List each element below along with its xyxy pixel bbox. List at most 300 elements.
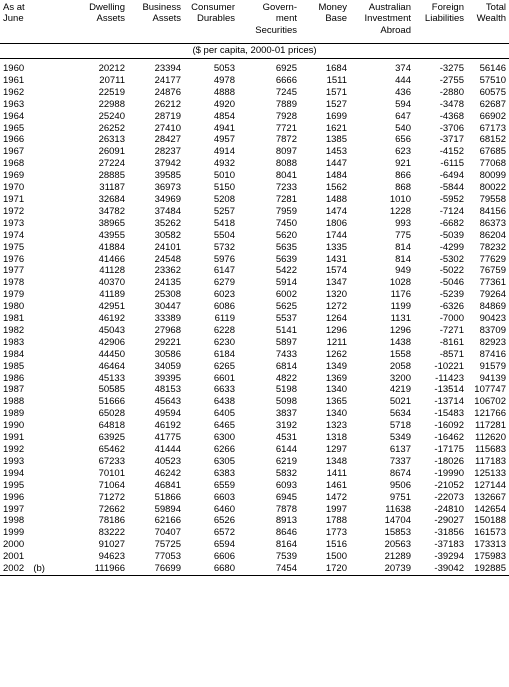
dwelling-assets-cell: 94623 [98,551,125,563]
foreign-liabilities-cell: -5022 [439,265,464,277]
year-value: 1961 [3,74,25,86]
government-securities-cell: 5635 [275,241,297,253]
government-securities-cell: 4822 [275,372,297,384]
dwelling-assets-cell: 46464 [98,360,125,372]
business-assets-cell: 30586 [154,348,181,360]
money-base-cell: 1264 [325,313,347,325]
government-securities-cell: 5914 [275,277,297,289]
table-row [0,468,509,480]
consumer-durables-cell: 6601 [213,372,235,384]
year-value: 1969 [3,170,25,182]
year-cell [0,123,68,135]
header-business-assets [128,0,184,44]
foreign-liabilities-cell: -2755 [439,74,464,86]
investment-abroad-cell: 1199 [390,301,411,313]
dwelling-assets-cell: 32684 [98,193,125,205]
total-wealth-cell: 115683 [475,444,506,455]
year-value: 1973 [3,217,25,229]
units-row [0,44,509,59]
business-assets-cell: 49594 [154,408,181,420]
business-assets-cell: 24177 [154,74,181,86]
money-base-cell: 1211 [326,336,347,348]
year-cell [0,492,68,504]
investment-abroad-cell: 921 [395,158,411,170]
header-money-base [300,0,350,44]
money-base-cell: 1744 [325,229,347,241]
money-base-cell: 1272 [325,301,347,313]
year-cell [0,111,68,123]
investment-abroad-cell: 540 [395,122,411,134]
money-base-cell: 1347 [325,277,347,289]
government-securities-cell: 6219 [275,455,297,467]
year-cell [0,325,68,337]
year-cell [0,432,68,444]
consumer-durables-cell: 6300 [213,432,235,444]
table-row [0,349,509,361]
government-securities-cell: 7889 [275,98,297,110]
dwelling-assets-cell: 65028 [98,408,125,420]
year-value: 1987 [3,384,25,396]
foreign-liabilities-cell: -22073 [434,491,464,503]
investment-abroad-cell: 7337 [389,455,411,467]
investment-abroad-cell: 5349 [389,432,411,444]
business-assets-cell: 41775 [154,432,181,444]
government-securities-cell: 3837 [275,408,297,420]
government-securities-cell: 7721 [275,122,297,134]
year-value: 1997 [3,503,25,515]
investment-abroad-cell: 374 [395,63,411,74]
government-securities-cell: 7245 [275,86,297,98]
consumer-durables-cell: 6086 [213,301,235,313]
year-value: 1966 [3,134,25,146]
investment-abroad-cell: 868 [395,182,411,194]
year-cell [0,349,68,361]
dwelling-assets-cell: 45133 [98,372,125,384]
business-assets-cell: 77053 [154,551,181,563]
year-value: 1971 [3,193,25,205]
business-assets-cell: 46841 [154,479,181,491]
government-securities-cell: 8097 [275,146,297,158]
year-cell [0,158,68,170]
units-label: ($ per capita, 2000-01 prices) [0,44,509,59]
consumer-durables-cell: 5208 [213,193,235,205]
table-row [0,218,509,230]
money-base-cell: 1574 [325,265,347,277]
consumer-durables-cell: 6383 [213,467,235,479]
investment-abroad-cell: 9506 [389,479,411,491]
header-line: Foreign [431,2,464,13]
foreign-liabilities-cell: -3478 [439,98,464,110]
year-value: 1999 [3,527,25,539]
money-base-cell: 1335 [325,241,347,253]
header-line: As at [3,2,25,13]
year-cell [0,242,68,254]
table-row [0,492,509,504]
business-assets-cell: 39395 [154,372,181,384]
government-securities-cell: 7959 [275,205,297,217]
investment-abroad-cell: 436 [395,86,411,98]
government-securities-cell: 8646 [275,527,297,539]
header-line: Investment [364,13,411,25]
header-line: Money [318,2,347,13]
year-value: 1972 [3,205,25,217]
year-value: 1989 [3,408,25,420]
foreign-liabilities-cell: -13514 [434,384,464,396]
consumer-durables-cell: 4932 [213,158,235,170]
money-base-cell: 1511 [326,74,347,86]
government-securities-cell: 8041 [275,170,297,182]
investment-abroad-cell: 866 [395,170,411,182]
government-securities-cell: 7454 [238,563,300,575]
foreign-liabilities-cell: -5952 [439,193,464,205]
dwelling-assets-cell: 22988 [98,98,125,110]
consumer-durables-cell: 6559 [213,479,235,491]
table-row [0,289,509,301]
foreign-liabilities-cell: -37183 [434,539,464,551]
table-row [0,182,509,194]
year-value: 1988 [3,396,25,408]
government-securities-cell: 5620 [275,229,297,241]
column-header-row [0,0,509,44]
table-row [0,75,509,87]
total-wealth-cell: 142654 [474,503,506,515]
business-assets-cell: 62166 [154,515,181,527]
money-base-cell: 1296 [325,324,347,336]
investment-abroad-cell: 9751 [389,491,411,503]
header-consumer-durables [184,0,238,44]
business-assets-cell: 29221 [154,336,181,348]
year-cell [0,515,68,527]
header-government-securities [238,0,300,44]
foreign-liabilities-cell: -6494 [439,170,464,182]
government-securities-cell: 7433 [275,348,297,360]
money-base-cell: 1773 [325,527,347,539]
year-cell [0,63,68,75]
total-wealth-cell: 57510 [479,74,506,86]
total-wealth-cell: 60575 [479,86,506,98]
government-securities-cell: 5832 [275,467,297,479]
foreign-liabilities-cell: -39294 [434,551,464,563]
header-foreign-liabilities [414,0,467,44]
money-base-cell: 1453 [325,146,347,158]
consumer-durables-cell: 5010 [213,170,235,182]
investment-abroad-cell: 5021 [389,396,411,408]
consumer-durables-cell: 6266 [213,444,235,455]
money-base-cell: 1323 [325,420,347,432]
government-securities-cell: 5141 [275,324,297,336]
business-assets-cell: 24101 [154,241,181,253]
year-cell [0,146,68,158]
year-value: 1979 [3,289,25,301]
header-line: Assets [152,13,181,25]
total-wealth-cell: 127144 [474,479,506,491]
business-assets-cell: 28719 [154,110,181,122]
business-assets-cell: 27410 [154,122,181,134]
money-base-cell: 1516 [325,539,347,551]
money-base-cell: 1997 [325,503,347,515]
consumer-durables-cell: 6460 [213,503,235,515]
total-wealth-cell: 78232 [479,241,506,253]
dwelling-assets-cell: 51666 [98,396,125,408]
investment-abroad-cell: 1028 [389,277,411,289]
total-wealth-cell: 80099 [479,170,506,182]
money-base-cell: 1488 [325,193,347,205]
money-base-cell: 1461 [325,479,347,491]
year-value: 1991 [3,432,25,444]
year-cell [0,230,68,242]
consumer-durables-cell: 6147 [213,265,235,277]
investment-abroad-cell: 2058 [389,360,411,372]
investment-abroad-cell: 814 [395,253,411,265]
business-assets-cell: 24135 [154,277,181,289]
table-row [0,194,509,206]
foreign-liabilities-cell: -5039 [439,229,464,241]
government-securities-cell: 7878 [275,503,297,515]
money-base-cell: 1484 [325,170,347,182]
table-row [0,87,509,99]
header-investment-abroad [350,0,414,44]
dwelling-assets-cell: 46192 [98,313,125,325]
investment-abroad-cell: 647 [395,110,411,122]
total-wealth-cell: 87416 [479,348,506,360]
total-wealth-cell: 150188 [474,515,506,527]
footnote-marker: (b) [33,563,45,575]
dwelling-assets-cell: 20711 [99,74,125,86]
investment-abroad-cell: 20739 [350,563,414,575]
year-value: 2002 [3,563,25,575]
investment-abroad-cell: 1176 [390,289,411,301]
dwelling-assets-cell: 25240 [98,110,125,122]
foreign-liabilities-cell: -5844 [439,182,464,194]
foreign-liabilities-cell: -8571 [439,348,464,360]
year-cell [0,134,68,146]
consumer-durables-cell: 4914 [213,146,235,158]
total-wealth-cell: 161573 [474,527,506,539]
investment-abroad-cell: 1010 [389,193,411,205]
money-base-cell: 1348 [325,455,347,467]
consumer-durables-cell: 6603 [213,491,235,503]
foreign-liabilities-cell: -39042 [414,563,467,575]
consumer-durables-cell: 6184 [213,348,235,360]
government-securities-cell: 6925 [275,63,297,74]
year-cell [0,480,68,492]
consumer-durables-cell: 5257 [213,205,235,217]
year-cell [0,206,68,218]
year-cell [0,456,68,468]
year-cell [0,182,68,194]
header-dwelling-assets [68,0,128,44]
table-row [0,313,509,325]
year-value: 2001 [3,551,25,563]
money-base-cell: 1684 [325,63,347,74]
total-wealth-cell: 86204 [479,229,506,241]
foreign-liabilities-cell: -8161 [439,336,464,348]
business-assets-cell: 41444 [154,444,181,455]
consumer-durables-cell: 6633 [213,384,235,396]
header-line: Dwelling [89,2,125,13]
money-base-cell: 1472 [325,491,347,503]
business-assets-cell: 24876 [154,86,181,98]
consumer-durables-cell: 4854 [213,110,235,122]
dwelling-assets-cell: 91027 [98,539,125,551]
investment-abroad-cell: 594 [395,98,411,110]
foreign-liabilities-cell: -31856 [434,527,464,539]
table-row [0,301,509,313]
dwelling-assets-cell: 40370 [98,277,125,289]
government-securities-cell: 3192 [275,420,297,432]
total-wealth-cell: 67173 [479,122,506,134]
year-cell [0,75,68,87]
foreign-liabilities-cell: -3717 [439,134,464,146]
business-assets-cell: 46242 [154,467,181,479]
year-cell [0,170,68,182]
money-base-cell: 1621 [325,122,347,134]
year-value: 1963 [3,98,25,110]
dwelling-assets-cell: 63925 [98,432,125,444]
table-row [0,384,509,396]
year-cell [0,408,68,420]
table-row [0,396,509,408]
foreign-liabilities-cell: -18026 [434,455,464,467]
header-line: Assets [96,13,125,25]
total-wealth-cell: 84156 [479,205,506,217]
foreign-liabilities-cell: -16462 [434,432,464,444]
year-cell [0,420,68,432]
business-assets-cell: 40523 [154,455,181,467]
dwelling-assets-cell: 41189 [99,289,125,301]
dwelling-assets-cell: 43955 [98,229,125,241]
business-assets-cell: 30582 [154,229,181,241]
foreign-liabilities-cell: -4299 [439,241,464,253]
consumer-durables-cell: 5053 [213,63,235,74]
year-value: 1968 [3,158,25,170]
dwelling-assets-cell: 71064 [98,479,125,491]
year-cell [0,313,68,325]
year-cell [0,218,68,230]
header-line: ment [275,13,297,25]
money-base-cell: 1699 [325,110,347,122]
dwelling-assets-cell: 111966 [68,563,128,575]
investment-abroad-cell: 623 [395,146,411,158]
table-row [0,99,509,111]
investment-abroad-cell: 4219 [389,384,411,396]
year-cell [0,396,68,408]
table-row [0,420,509,432]
investment-abroad-cell: 14704 [384,515,411,527]
money-base-cell: 1571 [325,86,347,98]
dwelling-assets-cell: 41466 [98,253,125,265]
total-wealth-cell: 79558 [479,193,506,205]
government-securities-cell: 5537 [275,313,297,325]
government-securities-cell: 8088 [275,158,297,170]
dwelling-assets-cell: 72662 [98,503,125,515]
consumer-durables-cell: 6405 [213,408,235,420]
investment-abroad-cell: 1296 [389,324,411,336]
table-row [0,444,509,456]
business-assets-cell: 37484 [154,205,181,217]
business-assets-cell: 46192 [154,420,181,432]
year-cell [0,444,68,456]
consumer-durables-cell: 6465 [213,420,235,432]
total-wealth-cell: 56146 [479,63,506,74]
year-value: 1983 [3,336,25,348]
business-assets-cell: 30447 [154,301,181,313]
dwelling-assets-cell: 22519 [98,86,125,98]
table-row [0,111,509,123]
table-row [0,63,509,75]
business-assets-cell: 36973 [154,182,181,194]
year-value: 1992 [3,444,25,455]
dwelling-assets-cell: 64818 [98,420,125,432]
table-row [0,515,509,527]
consumer-durables-cell: 5732 [213,241,235,253]
year-value: 1982 [3,324,25,336]
year-cell [0,265,68,277]
business-assets-cell: 28237 [154,146,181,158]
consumer-durables-cell: 6305 [213,455,235,467]
consumer-durables-cell: 5976 [213,253,235,265]
total-wealth-cell: 117281 [475,420,506,432]
total-wealth-cell: 77629 [479,253,506,265]
dwelling-assets-cell: 41128 [99,265,125,277]
consumer-durables-cell: 5504 [213,229,235,241]
table-row [0,170,509,182]
investment-abroad-cell: 11638 [385,503,411,515]
dwelling-assets-cell: 42951 [98,301,125,313]
investment-abroad-cell: 1558 [389,348,411,360]
dwelling-assets-cell: 34782 [98,205,125,217]
foreign-liabilities-cell: -7124 [439,205,464,217]
investment-abroad-cell: 814 [395,241,411,253]
government-securities-cell: 7281 [275,193,297,205]
header-year [0,0,68,44]
money-base-cell: 1806 [325,217,347,229]
consumer-durables-cell: 4920 [213,98,235,110]
total-wealth-cell: 80022 [479,182,506,194]
year-value: 1974 [3,229,25,241]
header-line: June [3,13,24,25]
consumer-durables-cell: 6230 [213,336,235,348]
table-row [0,539,509,551]
consumer-durables-cell: 6594 [213,539,235,551]
year-value: 1984 [3,348,25,360]
money-base-cell: 1297 [325,444,347,455]
consumer-durables-cell: 5150 [213,182,235,194]
year-value: 1978 [3,277,25,289]
total-wealth-cell: 68152 [479,134,506,146]
table-row [0,551,509,563]
foreign-liabilities-cell: -3275 [439,63,464,74]
year-value: 1990 [3,420,25,432]
year-cell [0,194,68,206]
government-securities-cell: 5897 [275,336,297,348]
total-wealth-cell: 121766 [474,408,506,420]
year-cell [0,301,68,313]
header-total-wealth [467,0,509,44]
header-line: Liabilities [424,13,464,25]
total-wealth-cell: 67685 [479,146,506,158]
total-wealth-cell: 82923 [479,336,506,348]
consumer-durables-cell: 5418 [213,217,235,229]
government-securities-cell: 5198 [275,384,297,396]
table-row [0,456,509,468]
consumer-durables-cell: 6265 [213,360,235,372]
investment-abroad-cell: 949 [395,265,411,277]
consumer-durables-cell: 6526 [213,515,235,527]
header-line: Govern- [262,2,297,13]
consumer-durables-cell: 4957 [213,134,235,146]
table-row [0,277,509,289]
